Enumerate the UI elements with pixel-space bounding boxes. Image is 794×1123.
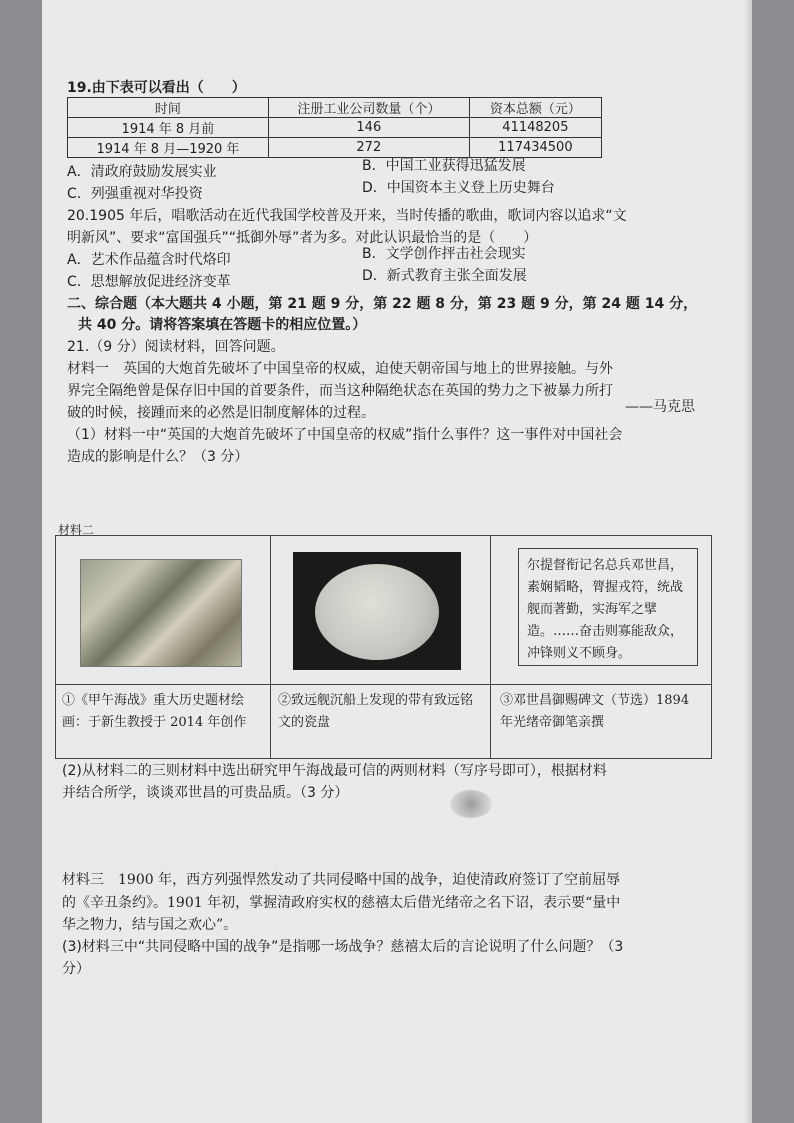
table-cell: 1914 年 8 月前 — [68, 118, 269, 138]
caption-3: ③邓世昌御赐碑文（节选）1894 年光绪帝御笔亲撰 — [500, 693, 690, 730]
caption-2: ②致远舰沉船上发现的带有致远铭文的瓷盘 — [278, 693, 474, 730]
zhiyuan-porcelain-plate-photo — [293, 552, 461, 670]
q20-option-a: A．艺术作品蕴含时代烙印 — [67, 252, 231, 268]
material-1-line-2: 界完全隔绝曾是保存旧中国的首要条件，而当这种隔绝状态在英国的势力之下被暴力所打 — [67, 383, 613, 399]
q21-stem: 21.（9 分）阅读材料，回答问题。 — [67, 339, 285, 355]
material-3-line-1: 材料三 1900 年，西方列强悍然发动了共同侵略中国的战争，迫使清政府签订了空前屈辱 — [62, 872, 621, 888]
table-header-cell: 时间 — [68, 98, 269, 118]
q20-option-b: B．文学创作抨击社会现实 — [362, 246, 526, 262]
table-cell: 146 — [268, 118, 469, 138]
page-shadow — [744, 0, 752, 1123]
table-header-row — [68, 98, 602, 118]
material-3-line-2: 的《辛丑条约》。1901 年初，掌握清政府实权的慈禧太后借光绪帝之名下诏，表示要“量中 — [62, 895, 621, 911]
q20-option-c: C．思想解放促进经济变革 — [67, 274, 231, 290]
q20-line-2: 明新风”、要求“富国强兵”“抵御外辱”者为多。对此认识最恰当的是（ ） — [67, 230, 538, 246]
q21-sub2-line-1: (2)从材料二的三则材料中选出研究甲午海战最可信的两则材料（写序号即可），根据材料 — [62, 763, 607, 779]
table-row — [68, 138, 602, 158]
material-1-line-1: 材料一 英国的大炮首先破坏了中国皇帝的权威，迫使天朝帝国与地上的世界接触。与外 — [67, 361, 613, 377]
table-cell: 117434500 — [469, 138, 601, 158]
table-header-cell: 注册工业公司数量（个） — [268, 98, 469, 118]
table-row — [68, 118, 602, 138]
porcelain-plate — [315, 564, 439, 660]
q19-option-d: D．中国资本主义登上历史舞台 — [362, 180, 555, 196]
q20-line-1: 20.1905 年后，唱歌活动在近代我国学校普及开来，当时传播的歌曲，歌词内容以追求“文 — [67, 208, 627, 224]
q21-sub3-line-1: (3)材料三中“共同侵略中国的战争”是指哪一场战争？慈禧太后的言论说明了什么问题？（3 — [62, 939, 624, 955]
q20-option-d: D．新式教育主张全面发展 — [362, 268, 527, 284]
table-cell: 1914 年 8 月—1920 年 — [68, 138, 269, 158]
material-3-line-3: 华之物力，结与国之欢心”。 — [62, 917, 238, 933]
q19-table — [67, 97, 602, 158]
table-header-cell: 资本总额（元） — [469, 98, 601, 118]
material-2-label: 材料二 — [58, 523, 95, 537]
q21-sub2-line-2: 并结合所学，谈谈邓世昌的可贵品质。（3 分） — [62, 785, 349, 801]
q19-option-c: C．列强重视对华投资 — [67, 186, 203, 202]
sino-japanese-war-painting — [80, 559, 242, 667]
q21-sub3-line-2: 分） — [62, 961, 90, 977]
q19-stem: 19.由下表可以看出（ ） — [67, 80, 246, 96]
q19-option-a: A．清政府鼓励发展实业 — [67, 164, 217, 180]
material-1-line-3: 破的时候，接踵而来的必然是旧制度解体的过程。 — [67, 405, 375, 421]
q19-option-b: B．中国工业获得迅猛发展 — [362, 158, 526, 174]
caption-1: ①《甲午海战》重大历史题材绘画：于新生教授于 2014 年创作 — [62, 693, 247, 730]
q21-sub1-line-2: 造成的影响是什么？（3 分） — [67, 449, 249, 465]
caption-divider — [56, 684, 711, 685]
material-1-source: ——马克思 — [625, 399, 695, 415]
table-cell: 41148205 — [469, 118, 601, 138]
section-2-heading: 二、综合题（本大题共 4 小题，第 21 题 9 分，第 22 题 8 分，第 23 题 9 分，第 24 题 14 分， — [67, 296, 698, 312]
table-cell: 272 — [268, 138, 469, 158]
inscription-text: 尔提督衔记名总兵邓世昌，素娴韬略，膂握戎符，统战舰而著勤，实海军之擘造。……奋击则寡能敌众，冲锋则义不顾身。 — [518, 548, 698, 666]
q21-sub1-line-1: （1）材料一中“英国的大炮首先破坏了中国皇帝的权威”指什么事件？这一事件对中国社会 — [67, 427, 623, 443]
ink-smudge — [450, 790, 492, 818]
section-2-heading-cont: 共 40 分。请将答案填在答题卡的相应位置。） — [78, 317, 367, 333]
